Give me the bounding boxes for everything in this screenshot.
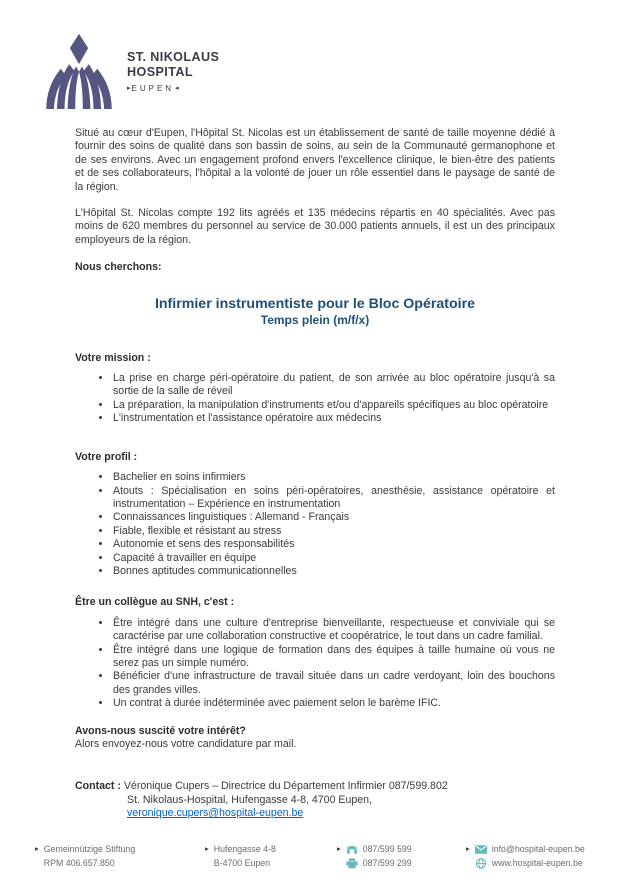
section-heading-snh: Être un collègue au SNH, c'est :: [75, 596, 235, 609]
logo-name-line2: HOSPITAL: [127, 65, 193, 79]
bullet-item: • Fiable, flexible et résistant au stress: [112, 525, 555, 538]
footer-website: www.hospital-eupen.be: [491, 858, 583, 868]
interest-heading: Avons-nous suscité votre intérêt?: [75, 724, 246, 737]
hospital-logo: [44, 32, 219, 110]
section-heading-profil: Votre profil :: [75, 450, 138, 463]
mail-icon: [475, 844, 487, 855]
mission-bullet-list: [75, 372, 555, 426]
footer-arrow-icon: ▸: [466, 844, 470, 853]
phone-icon: [346, 844, 358, 855]
contact-label: Contact :: [75, 780, 121, 793]
section-heading-mission: Votre mission :: [75, 351, 151, 364]
fax-icon: [346, 858, 358, 869]
bullet-item: • Bonnes aptitudes communicationnelles: [112, 565, 555, 578]
snh-bullet-list: [75, 617, 555, 711]
bullet-item: • Capacité à travailler en équipe: [112, 552, 555, 565]
footer-col-phone: [337, 842, 466, 870]
contact-block: [75, 780, 555, 820]
arrow-left-icon: ◂: [175, 85, 179, 92]
document-body: [75, 127, 555, 821]
footer-col-address: [205, 842, 337, 870]
bullet-item: • Être intégré dans une culture d'entreprise bienveillante, respectueuse et conviviale qui se caractérise par une collaboration constructive et coopératrice, le tout dans un cadre familial.: [112, 617, 555, 644]
bullet-item: • Autonomie et sens des responsabilités: [112, 538, 555, 551]
hospital-logo-icon: [44, 32, 114, 110]
bullet-item: • L'instrumentation et l'assistance opératoire aux médecins: [112, 412, 555, 425]
logo-city: [127, 84, 219, 93]
bullet-item: • Un contrat à durée indéterminée avec paiement selon le barème IFIC.: [112, 697, 555, 710]
footer-arrow-icon: ▸: [35, 844, 39, 853]
bullet-item: • Connaissances linguistiques : Allemand - Français: [112, 511, 555, 524]
logo-text: [127, 50, 219, 93]
job-title: Infirmier instrumentiste pour le Bloc Opératoire: [154, 295, 476, 312]
logo-city-label: EUPEN: [131, 83, 175, 93]
footer-email: info@hospital-eupen.be: [491, 844, 585, 854]
page-footer: [35, 842, 621, 870]
footer-col-online: [466, 842, 621, 870]
footer-arrow-icon: ▸: [205, 844, 209, 853]
logo-name-line1: ST. NIKOLAUS: [127, 49, 220, 64]
footer-fax: 087/599 299: [362, 858, 412, 868]
footer-rpm: RPM 406.657.850: [43, 858, 115, 868]
bullet-item: • Bachelier en soins infirmiers: [112, 471, 555, 484]
contact-email-link[interactable]: veronique.cupers@hospital-eupen.be: [127, 807, 304, 820]
footer-street: Hufengasse 4-8: [213, 844, 276, 854]
arrow-right-icon: ▸: [127, 85, 131, 92]
footer-phone: 087/599 599: [362, 844, 412, 854]
bullet-item: • Atouts : Spécialisation en soins péri-opératoires, anesthésie, assistance opératoire et instrumentation – Expérience en instrumentation: [112, 485, 555, 512]
contact-line-1: [75, 780, 555, 793]
intro-paragraph-1: Situé au cœur d'Eupen, l'Hôpital St. Nicolas est un établissement de santé de taille moyenne dédié à fournir des soins de qualité dans son bassin de soins, au sein de la Communauté germanophone et de ses environs. Avec un engagement profond envers l'excellence clinique, le bien-être des patients et de ses collaborateurs, l'hôpital a la volonté de jouer un rôle essentiel dans le paysage de santé de la région.: [75, 127, 555, 193]
job-subtitle: Temps plein (m/f/x): [260, 312, 370, 327]
globe-icon: [475, 858, 487, 869]
contact-person: Véronique Cupers – Directrice du Département Infirmier 087/599.802: [123, 780, 448, 793]
intro-paragraph-2: L'Hôpital St. Nicolas compte 192 lits agréés et 135 médecins répartis en 40 spécialités. Avec pas moins de 620 membres du personnel au service de 30.000 patients annuels, il est un des principaux employeurs de la région.: [75, 207, 555, 246]
interest-text: Alors envoyez-nous votre candidature par mail.: [75, 738, 297, 750]
profil-bullet-list: [75, 471, 555, 578]
footer-arrow-icon: ▸: [337, 844, 341, 853]
bullet-item: • La préparation, la manipulation d'instruments et/ou d'appareils spécifiques au bloc opératoire: [112, 399, 555, 412]
bullet-item: • Être intégré dans une logique de formation dans des équipes à taille humaine où vous ne serez pas un simple numéro.: [112, 644, 555, 671]
bullet-item: • Bénéficier d'une infrastructure de travail située dans un cadre verdoyant, loin des bouchons des grandes villes.: [112, 670, 555, 697]
footer-city: B-4700 Eupen: [213, 858, 271, 868]
footer-foundation: Gemeinnützige Stiftung: [43, 844, 136, 854]
seeking-label: Nous cherchons:: [75, 261, 162, 274]
bullet-item: • La prise en charge péri-opératoire du patient, de son arrivée au bloc opératoire jusqu'à sa sortie de la salle de réveil: [112, 372, 555, 399]
footer-col-foundation: [35, 842, 205, 870]
contact-line-2: St. Nikolaus-Hospital, Hufengasse 4-8, 4700 Eupen,: [127, 793, 372, 806]
